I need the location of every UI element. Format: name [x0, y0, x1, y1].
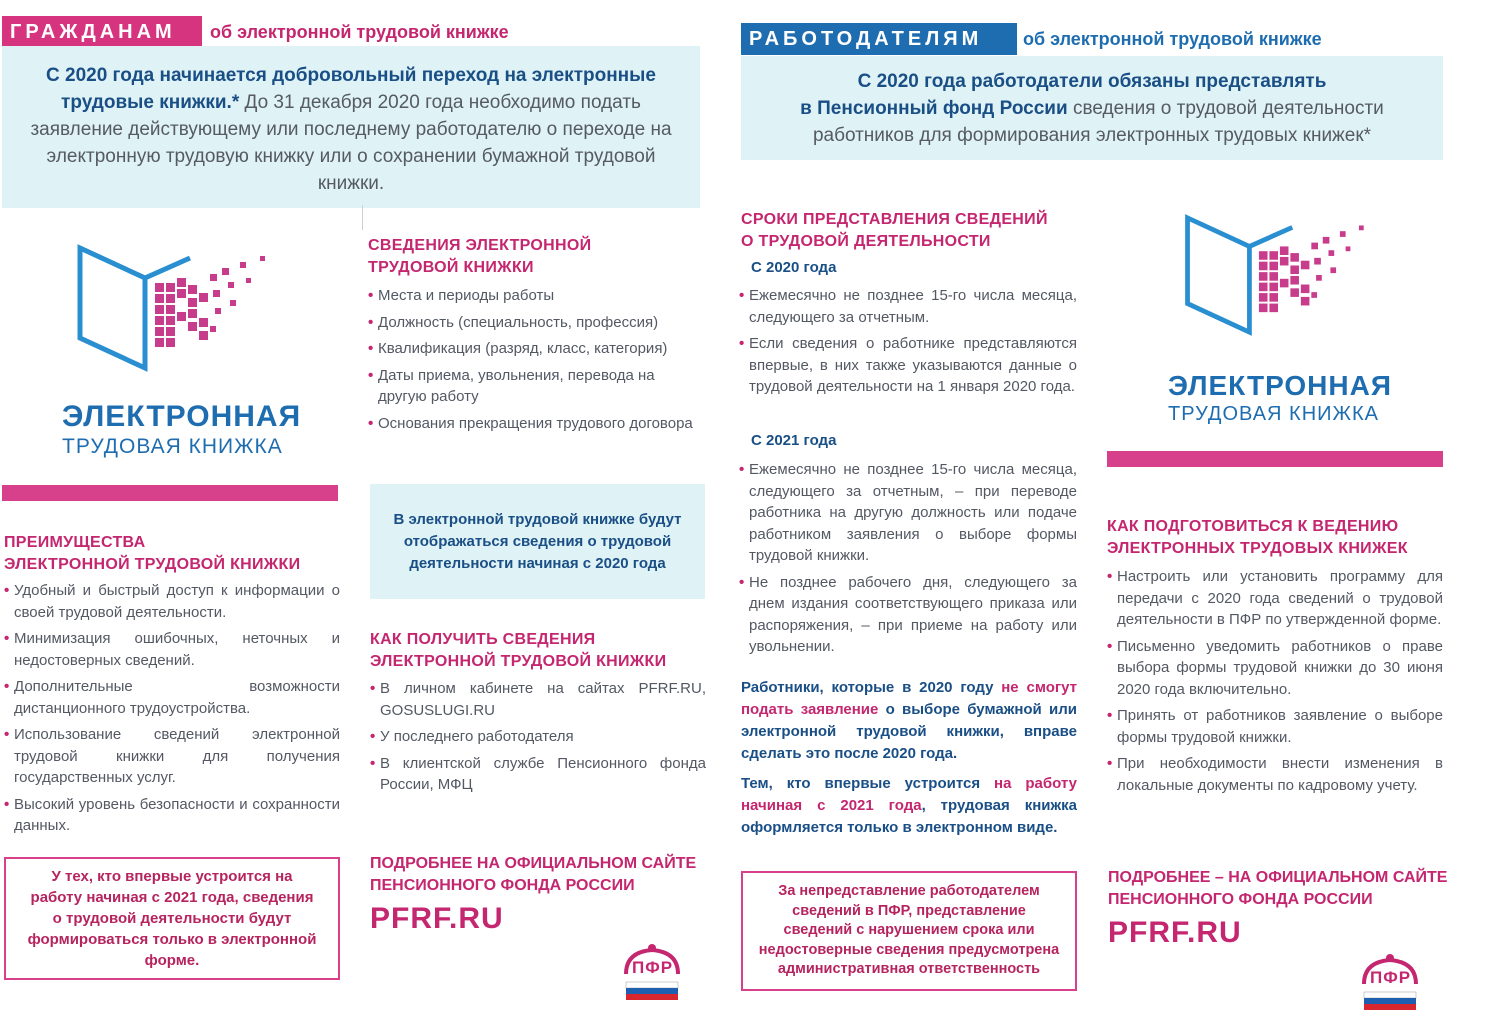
employers-intro [741, 56, 1443, 160]
prepare-title-line2: ЭЛЕКТРОННЫХ ТРУДОВЫХ КНИЖЕК [1107, 540, 1408, 557]
first-job-paragraph [741, 773, 1077, 839]
list-item: • Должность (специальность, профессия) [368, 312, 704, 334]
details-title [368, 235, 591, 279]
deadlines-title [741, 209, 1048, 253]
citizens-intro [2, 46, 700, 208]
employers-intro-bold1: С 2020 года работодатели обязаны представлять [857, 71, 1327, 92]
deadlines-title-line2: О ТРУДОВОЙ ДЕЯТЕЛЬНОСТИ [741, 233, 991, 250]
employers-header-tag: РАБОТОДАТЕЛЯМ [741, 23, 1017, 55]
display-info-box: В электронной трудовой книжке будут отображаться сведения о трудовой деятельности начиная с 2020 года [370, 484, 705, 599]
deadlines-2021-heading: С 2021 года [751, 432, 837, 449]
list-item: • В клиентской службе Пенсионного фонда России, МФЦ [370, 753, 706, 796]
list-item: • Если сведения о работнике представляются впервые, в них также указываются данные о трудовой деятельности на 1 января 2020 года. [739, 333, 1077, 398]
how-get-title [370, 629, 666, 673]
prepare-title [1107, 516, 1408, 560]
details-title-line1: СВЕДЕНИЯ ЭЛЕКТРОННОЙ [368, 237, 592, 254]
right-pfr-logo [1358, 950, 1422, 1012]
list-item: • В личном кабинете на сайтах PFRF.RU, GOSUSLUGI.RU [370, 678, 706, 721]
right-site-title-line1: ПОДРОБНЕЕ – НА ОФИЦИАЛЬНОМ САЙТЕ [1108, 869, 1448, 886]
deadlines-2021-list [739, 459, 1077, 663]
list-item: • Использование сведений электронной трудовой книжки для получения государственных услуг. [4, 724, 340, 789]
list-item: • Не позднее рабочего дня, следующего за днем издания соответствующего приказа или распоряжения, – при приеме на работу или увольнении. [739, 572, 1077, 658]
first-para-part1: Тем, кто впервые устроится [741, 775, 995, 792]
prepare-list [1107, 566, 1443, 801]
details-list [368, 285, 704, 439]
right-site-title-line2: ПЕНСИОННОГО ФОНДА РОССИИ [1108, 891, 1373, 908]
right-site-title [1108, 867, 1447, 911]
right-pfr-logo-text: ПФР [1370, 968, 1412, 987]
left-column-divider [362, 205, 363, 230]
citizens-intro-text: До 31 декабря 2020 года необходимо подать заявление действующему или последнему работодателю о переходе на электронную трудовую книжку или о сохранении бумажной трудовой книжки. [30, 92, 672, 194]
list-item: • Дополнительные возможности дистанционного трудоустройства. [4, 676, 340, 719]
left-site-url[interactable]: PFRF.RU [370, 902, 504, 935]
how-get-title-line1: КАК ПОЛУЧИТЬ СВЕДЕНИЯ [370, 631, 596, 648]
list-item: • Высокий уровень безопасности и сохранности данных. [4, 794, 340, 837]
liability-box: За непредставление работодателем сведений в ПФР, представление сведений с нарушением срока или недостоверные сведения предусмотрена административная ответственность [741, 871, 1077, 991]
citizens-intro-bold: С 2020 года начинается добровольный переход на электронные трудовые книжки.* [46, 65, 656, 113]
employers-intro-text: сведения о трудовой деятельности работников для формирования электронных трудовых книжек* [812, 98, 1384, 146]
employers-header-text: об электронной трудовой книжке [1023, 29, 1322, 49]
deadlines-title-line1: СРОКИ ПРЕДСТАВЛЕНИЯ СВЕДЕНИЙ [741, 211, 1048, 228]
list-item: • Ежемесячно не позднее 15-го числа месяца, следующего за отчетным. [739, 285, 1077, 328]
details-title-line2: ТРУДОВОЙ КНИЖКИ [368, 259, 534, 276]
list-item: • Принять от работников заявление о выборе формы трудовой книжки. [1107, 705, 1443, 748]
left-pfr-logo [620, 940, 684, 1002]
workers-para-part2: не смогут подать заявление [741, 679, 1078, 718]
workers-paragraph [741, 677, 1077, 765]
left-pink-divider [2, 485, 338, 501]
first-para-part3: , трудовая книжка оформляется только в электронном виде. [741, 797, 1077, 836]
first-job-box: У тех, кто впервые устроится на работу начиная с 2021 года, сведения о трудовой деятельности будут формироваться только в электронной форме. [4, 857, 340, 980]
list-item: • Места и периоды работы [368, 285, 704, 307]
list-item: • Письменно уведомить работников о праве выбора формы трудовой книжки до 30 июня 2020 года включительно. [1107, 636, 1443, 701]
electronic-book-logo-icon [70, 238, 280, 378]
right-logo-subtitle: ТРУДОВАЯ КНИЖКА [1168, 403, 1379, 425]
left-logo-title: ЭЛЕКТРОННАЯ [62, 400, 302, 433]
list-item: • Настроить или установить программу для передачи с 2020 года сведений о трудовой деятельности в ПФР по утвержденной форме. [1107, 566, 1443, 631]
list-item: • При необходимости внести изменения в локальные документы по кадровому учету. [1107, 753, 1443, 796]
list-item: • У последнего работодателя [370, 726, 706, 748]
left-site-title-line1: ПОДРОБНЕЕ НА ОФИЦИАЛЬНОМ САЙТЕ [370, 855, 697, 872]
how-get-title-line2: ЭЛЕКТРОННОЙ ТРУДОВОЙ КНИЖКИ [370, 653, 667, 670]
left-site-title-line2: ПЕНСИОННОГО ФОНДА РОССИИ [370, 877, 635, 894]
advantages-list [4, 580, 340, 842]
right-logo-title: ЭЛЕКТРОННАЯ [1168, 370, 1392, 401]
left-pfr-logo-text: ПФР [632, 958, 674, 977]
electronic-book-logo-icon-right [1178, 205, 1378, 345]
advantages-title [4, 532, 300, 576]
list-item: • Минимизация ошибочных, неточных и недостоверных сведений. [4, 628, 340, 671]
left-logo-subtitle: ТРУДОВАЯ КНИЖКА [62, 435, 283, 458]
workers-para-part3: о выборе бумажной или электронной трудовой книжки, вправе сделать это после 2020 года. [741, 701, 1077, 762]
deadlines-2020-heading: С 2020 года [751, 259, 837, 276]
advantages-title-line2: ЭЛЕКТРОННОЙ ТРУДОВОЙ КНИЖКИ [4, 556, 301, 573]
list-item: • Даты приема, увольнения, перевода на другую работу [368, 365, 704, 408]
list-item: • Удобный и быстрый доступ к информации о своей трудовой деятельности. [4, 580, 340, 623]
citizens-header-tag: ГРАЖДАНАМ [2, 16, 202, 48]
list-item: • Квалификация (разряд, класс, категория) [368, 338, 704, 360]
deadlines-2020-list [739, 285, 1077, 403]
right-site-url[interactable]: PFRF.RU [1108, 916, 1242, 949]
prepare-title-line1: КАК ПОДГОТОВИТЬСЯ К ВЕДЕНИЮ [1107, 518, 1399, 535]
advantages-title-line1: ПРЕИМУЩЕСТВА [4, 534, 146, 551]
first-para-part2: на работу начиная с 2021 года [741, 775, 1077, 814]
right-pink-divider [1107, 451, 1443, 467]
left-site-title [370, 853, 696, 897]
employers-intro-bold2: в Пенсионный фонд России [800, 98, 1068, 119]
workers-para-part1: Работники, которые в 2020 году [741, 679, 1002, 696]
citizens-header-text: об электронной трудовой книжке [210, 22, 509, 42]
list-item: • Ежемесячно не позднее 15-го числа месяца, следующего за отчетным, – при переводе работника на другую должность или подаче работником заявления о выборе формы трудовой книжки. [739, 459, 1077, 567]
how-get-list [370, 678, 706, 801]
list-item: • Основания прекращения трудового договора [368, 413, 704, 435]
